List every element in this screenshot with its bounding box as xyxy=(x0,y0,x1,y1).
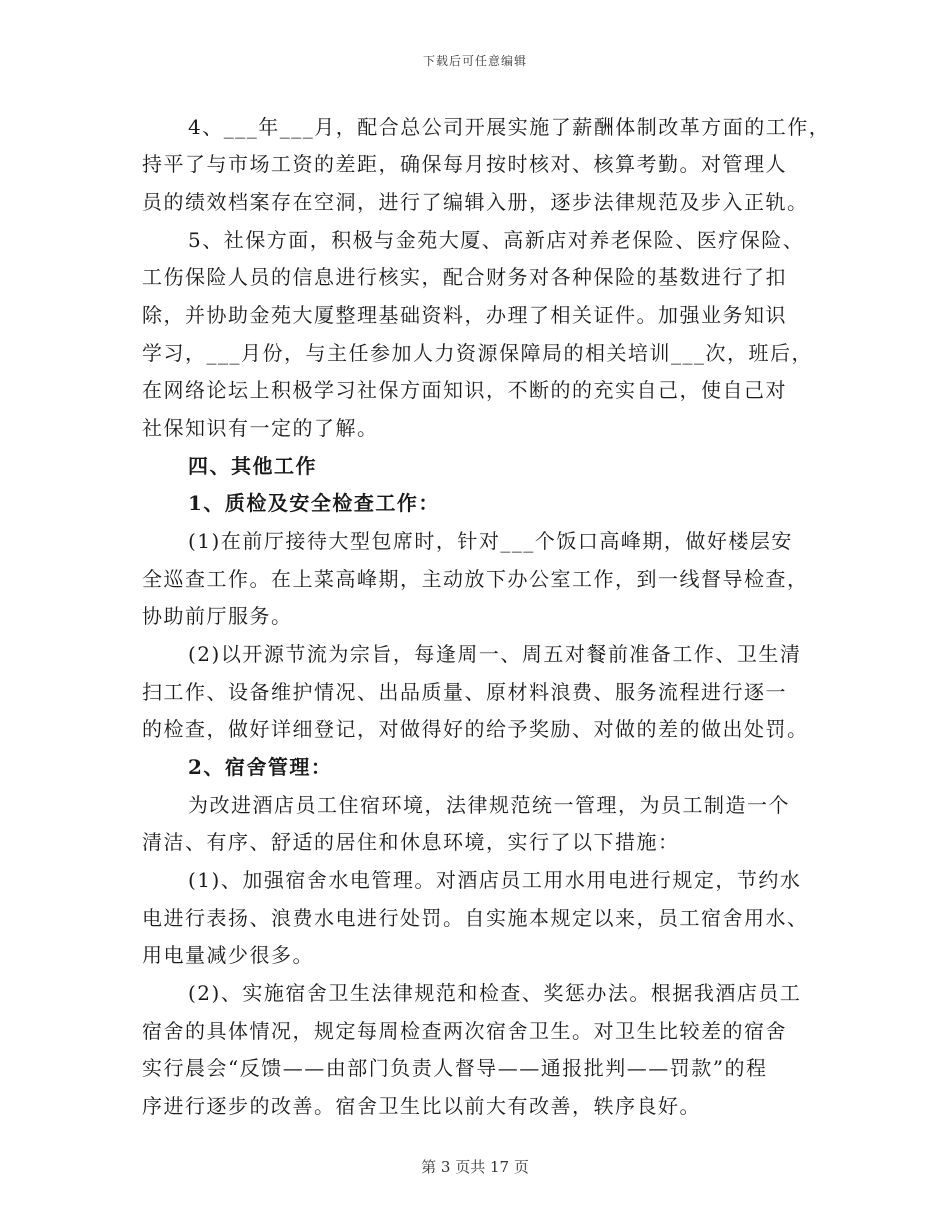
paragraph-line: 清洁、有序、舒适的居住和休息环境，实行了以下措施： xyxy=(142,830,680,854)
paragraph-line: 除，并协助金苑大厦整理基础资料，办理了相关证件。加强业务知识 xyxy=(142,303,787,327)
paragraph-line: 用电量减少很多。 xyxy=(142,943,314,967)
paragraph-line: 学习，___月份，与主任参加人力资源保障局的相关培训___次，班后， xyxy=(142,341,813,365)
paragraph-line: 持平了与市场工资的差距，确保每月按时核对、核算考勤。对管理人 xyxy=(142,152,787,176)
paragraph-line: 扫工作、设备维护情况、出品质量、原材料浪费、服务流程进行逐一 xyxy=(142,680,787,704)
paragraph-line: 5、社保方面，积极与金苑大厦、高新店对养老保险、医疗保险、 xyxy=(188,228,805,252)
paragraph-line: 电进行表扬、浪费水电进行处罚。自实施本规定以来，员工宿舍用水、 xyxy=(142,906,809,930)
subsection-heading: 1、质检及安全检查工作： xyxy=(188,491,440,515)
page-footer: 第 3 页共 17 页 xyxy=(421,1158,529,1176)
paragraph-line: 的检查，做好详细登记，对做得好的给予奖励、对做的差的做出处罚。 xyxy=(142,717,809,741)
paragraph-line: 工伤保险人员的信息进行核实，配合财务对各种保险的基数进行了扣 xyxy=(142,265,787,289)
paragraph-line: 员的绩效档案存在空洞，进行了编辑入册，逐步法律规范及步入正轨。 xyxy=(142,190,809,214)
paragraph-line: 为改进酒店员工住宿环境，法律规范统一管理，为员工制造一个 xyxy=(188,793,790,817)
paragraph-line: (1)在前厅接待大型包席时，针对___个饭口高峰期，做好楼层安 xyxy=(188,529,793,553)
paragraph-line: 宿舍的具体情况，规定每周检查两次宿舍卫生。对卫生比较差的宿舍 xyxy=(142,1019,787,1043)
paragraph-line: (1)、加强宿舍水电管理。对酒店员工用水用电进行规定，节约水 xyxy=(188,868,802,892)
section-heading: 四、其他工作 xyxy=(188,454,317,478)
subsection-heading: 2、宿舍管理： xyxy=(188,755,333,779)
paragraph-line: 实行晨会“反馈——由部门负责人督导——通报批判——罚款”的程 xyxy=(142,1056,768,1080)
paragraph-line: (2)以开源节流为宗旨，每逢周一、周五对餐前准备工作、卫生清 xyxy=(188,642,802,666)
paragraph-line: 在网络论坛上积极学习社保方面知识，不断的的充实自己，使自己对 xyxy=(142,378,787,402)
paragraph-line: 协助前厅服务。 xyxy=(142,604,293,628)
page-header: 下载后可任意编辑 xyxy=(422,54,527,68)
paragraph-line: 全巡查工作。在上菜高峰期，主动放下办公室工作，到一线督导检查， xyxy=(142,567,809,591)
paragraph-line: 4、___年___月，配合总公司开展实施了薪酬体制改革方面的工作， xyxy=(188,115,831,139)
paragraph-line: 序进行逐步的改善。宿舍卫生比以前大有改善，轶序良好。 xyxy=(142,1094,701,1118)
paragraph-line: 社保知识有一定的了解。 xyxy=(142,416,379,440)
paragraph-line: (2)、实施宿舍卫生法律规范和检查、奖惩办法。根据我酒店员工 xyxy=(188,981,802,1005)
